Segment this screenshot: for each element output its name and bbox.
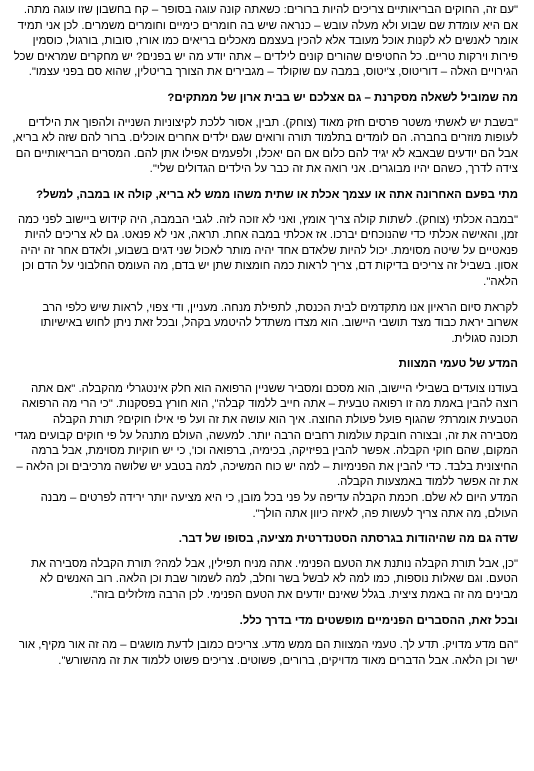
article-paragraph: "עם זה, החוקים הבריאותיים צריכים להיות ברורים: כשאתה קונה עוגה בסופר – קח בחשבון שזו עוגה מתה. אם היא עומדת שם שבוע ולא מעלה עובש – כנראה שיש בה חומרים כימיים וחומרים משמרים. לכן אני תמיד אומר לאנשים לא לקנות אוכל מעובד אלא להכין בעצמם מאכלים בריאים כמו אורז, סובות, בורגול, כוסמין פירות וירקות טריים. כל החטיפים שהורים קונים לילדים – אתה יודע מה יש בפנים? יש מחקרים שמראים שכל הגירויים האלה – דוריטוס, צ'יטוס, במבה עם שוקולד – מגבירים את הצורך בריטלין, שהוא סם בפני עצמו". xyxy=(13,4,518,79)
interview-question: מה שמוביל לשאלה מסקרנת – גם אצלכם יש בבית ארון של ממתקים? xyxy=(167,91,518,104)
article-paragraph: לקראת סיום הראיון אנו מתקדמים לבית הכנסת, לתפילת מנחה. מעניין, ודי צפוי, לראות שיש כלפי הרב אשרוב יראת כבוד מצד תושבי היישוב. הוא מצדו משתדל להיטמע בקהל, ובכל זאת ניתן לחוש באישיותו תכונה סגולית. xyxy=(40,301,518,345)
article-paragraph: בעודנו צועדים בשבילי היישוב, הוא מסכם ומסביר ששניין הרפואה הוא חלק אינטגרלי מהקבלה. "אם אתה רוצה להבין באמת מה זו רפואה טבעית – אתה חייב ללמוד קבלה", הוא חורץ בפסקנות. "כי הרי מה הרפואה הטבעית אומרת? שהגוף פועל פעולת החוצה. איך הוא עושה את זה ועל פי אילו חוקים? תורת הקבלה מסבירה את זה, ובצורה חובקת עולמות רחבים הרבה יותר. למעשה, העולם מתנהל על פי חוקים קבועים מגדי המקום, שהם חוקי הקבלה. אפשר להבין בפיזיקה, בכימיה, ברפואה וכו', כי יש חוקיות מסוימת, אבל ברמה החיצונית בלבד. כדי להבין את הפנימיות – למה יש כוח המשיכה, למה בטבע יש שלושה מרכיבים וכן הלאה – את זה אפשר ללמוד באמצעות הקבלה. xyxy=(14,382,518,489)
interview-question: מתי בפעם האחרונה אתה או עצמך אכלת או שתית משהו ממש לא בריא, קולה או במבה, למשל? xyxy=(36,188,518,201)
article-paragraph: המדע היום לא שלם. חכמת הקבלה עדיפה על פני בכל מובן, כי היא מציעה יותר ירידה לפרטים – מבנה העולם, מה אתה צריך לעשות פה, לאיזה כיוון אתה הולך". xyxy=(40,492,518,520)
article-paragraph: "הם מדע מדויק. תדע לך. טעמי המצוות הם ממש מדע. צריכים כמובן לדעת מושגים – מה זה אור מקיף, אור ישר וכן הלאה. אבל הדברים מאוד מדויקים, ברורים, פשוטים. צריכים פשוט ללמוד את זה מהשורש". xyxy=(18,639,518,667)
section-heading: המדע של טעמי המצוות xyxy=(398,358,518,371)
interview-question: שדה גם מה שהיהודות בגרסתה הסטנדרטית מציעה, בסופו של דבר. xyxy=(178,533,518,546)
interview-question: ובכל זאת, ההסברים הפנימיים מופשטים מדי בדרך כלל. xyxy=(239,614,518,627)
article-paragraph: "בשבת יש לאשתי משטר פרסים חזק מאוד (צוחק). תבין, אסור ללכת לקיצוניות השנייה ולהפוך את הילדים לעופות מוזרים בחברה. הם לומדים בתלמוד תורה ורואים שגם ילדים אחרים אוכלים. ברור להם שזה לא בריא, אבל הם יודעים שבאבא לא יגיד להם כלום אם הם יאכלו, ולפעמים אפילו אתן להם. המסרים הבריאותיים הם צידה לדרך, כשהם יהיו מבוגרים. אני רואה את זה כבר על הילדים הגדולים שלי". xyxy=(12,116,518,176)
article-paragraph: "במבה אכלתי (צוחק). לשתות קולה צריך אומץ, ואני לא זוכה לזה. לגבי הבמבה, היה קידוש ביישוב לפני כמה זמן, והאישה אכלתי כדי שהנוכחים יברכו. אז אכלתי במבה אחת. תראה, אני לא פנאט. גם לא צריכים להיות פנאטיים על שיטה מסוימת. יכול להיות שלאדם אחד יהיה מותר לאכול שני דגים בשבוע, ולאדם אחר זה יהיה אסון. בשביל זה צריכים בדיקות דם, צריך לראות כמה חומצות שתן יש בדם, מה העומס החלבוני על הדם וכן הלאה". xyxy=(17,213,518,288)
article-paragraph: "כן, אבל תורת הקבלה נותנת את הטעם הפנימי. אתה מניח תפילין, אבל למה? תורת הקבלה מסבירה את הטעם. וגם שאלות נוספות, כמו למה לא לבשל בשר וחלב, למה לשמור שבת וכן הלאה. רוב האנשים לא מבינים מה זה באמת ציצית. בגלל שאינם יודעים את הטעם הפנימי. לכן הרבה מזלזלים בזה". xyxy=(31,557,518,601)
